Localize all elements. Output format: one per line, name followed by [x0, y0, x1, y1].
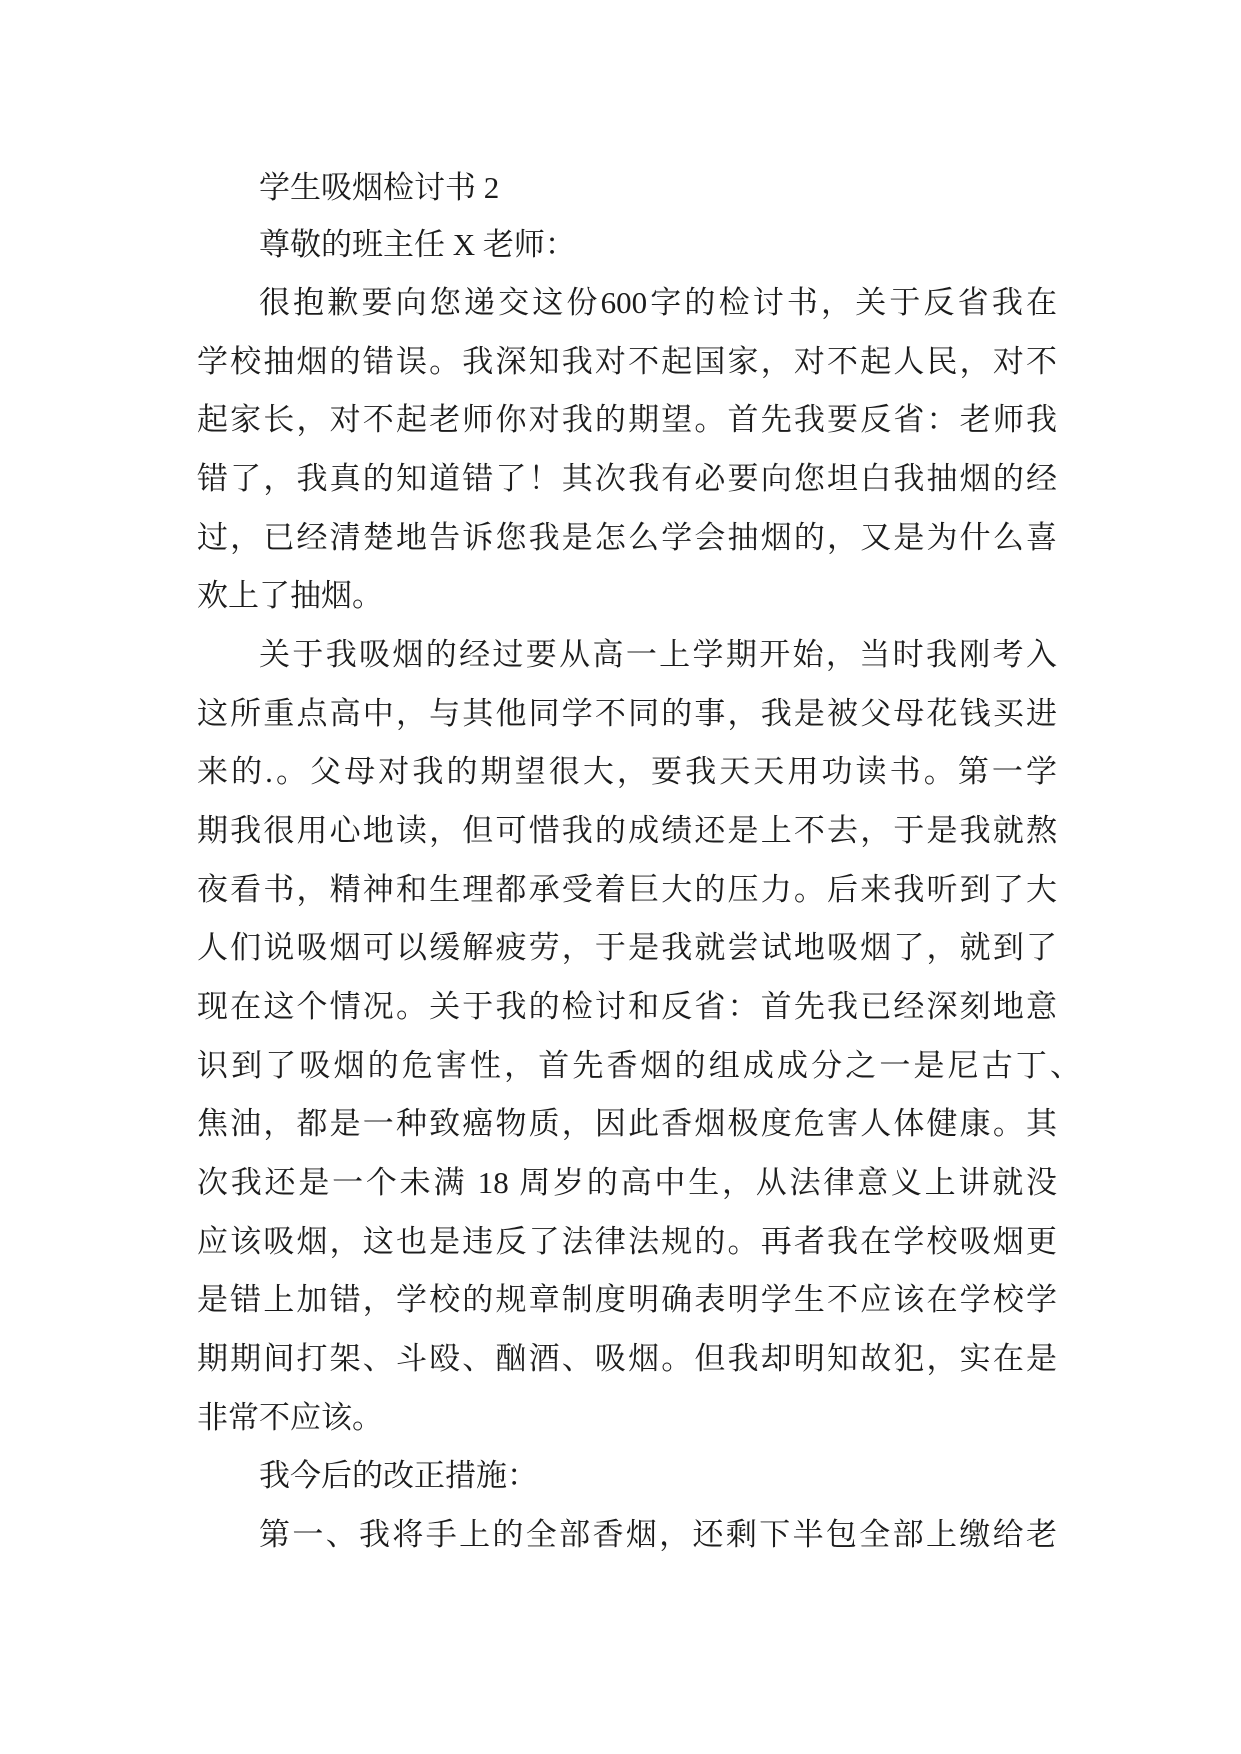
paragraph-2-line-3: 来的.。父母对我的期望很大，要我天天用功读书。第一学 — [197, 754, 1057, 789]
paragraph-2-line-6: 人们说吸烟可以缓解疲劳，于是我就尝试地吸烟了，就到了 — [197, 930, 1057, 965]
paragraph-2-line-5: 夜看书，精神和生理都承受着巨大的压力。后来我听到了大 — [197, 872, 1057, 907]
paragraph-2-line-2: 这所重点高中，与其他同学不同的事，我是被父母花钱买进 — [197, 696, 1057, 731]
paragraph-1-line-1: 很抱歉要向您递交这份600字的检讨书，关于反省我在 — [259, 285, 1057, 320]
paragraph-2-line-9: 焦油，都是一种致癌物质，因此香烟极度危害人体健康。其 — [197, 1106, 1057, 1141]
paragraph-2-line-4: 期我很用心地读，但可惜我的成绩还是上不去，于是我就熬 — [197, 813, 1057, 848]
paragraph-2-line-10: 次我还是一个未满 18 周岁的高中生，从法律意义上讲就没 — [197, 1165, 1057, 1200]
paragraph-2-line-1: 关于我吸烟的经过要从高一上学期开始，当时我刚考入 — [259, 637, 1057, 672]
paragraph-2-line-8: 识到了吸烟的危害性，首先香烟的组成成分之一是尼古丁、 — [197, 1048, 1081, 1083]
paragraph-1-line-6: 欢上了抽烟。 — [197, 578, 383, 613]
paragraph-1-line-5: 过，已经清楚地告诉您我是怎么学会抽烟的，又是为什么喜 — [197, 520, 1057, 555]
paragraph-4-line-1: 第一、我将手上的全部香烟，还剩下半包全部上缴给老 — [259, 1517, 1057, 1552]
paragraph-1-line-3: 起家长，对不起老师你对我的期望。首先我要反省：老师我 — [197, 402, 1057, 437]
paragraph-1-line-4: 错了，我真的知道错了！其次我有必要向您坦白我抽烟的经 — [197, 461, 1057, 496]
paragraph-2-line-13: 期期间打架、斗殴、酗酒、吸烟。但我却明知故犯，实在是 — [197, 1341, 1057, 1376]
paragraph-2-line-12: 是错上加错，学校的规章制度明确表明学生不应该在学校学 — [197, 1282, 1057, 1317]
paragraph-1-line-2: 学校抽烟的错误。我深知我对不起国家，对不起人民，对不 — [197, 344, 1057, 379]
salutation: 尊敬的班主任 X 老师： — [259, 227, 576, 262]
document-title: 学生吸烟检讨书 2 — [259, 170, 500, 205]
paragraph-3-line-1: 我今后的改正措施： — [259, 1458, 538, 1493]
paragraph-2-line-11: 应该吸烟，这也是违反了法律法规的。再者我在学校吸烟更 — [197, 1224, 1057, 1259]
paragraph-2-line-7: 现在这个情况。关于我的检讨和反省：首先我已经深刻地意 — [197, 989, 1057, 1024]
paragraph-2-line-14: 非常不应该。 — [197, 1400, 383, 1435]
